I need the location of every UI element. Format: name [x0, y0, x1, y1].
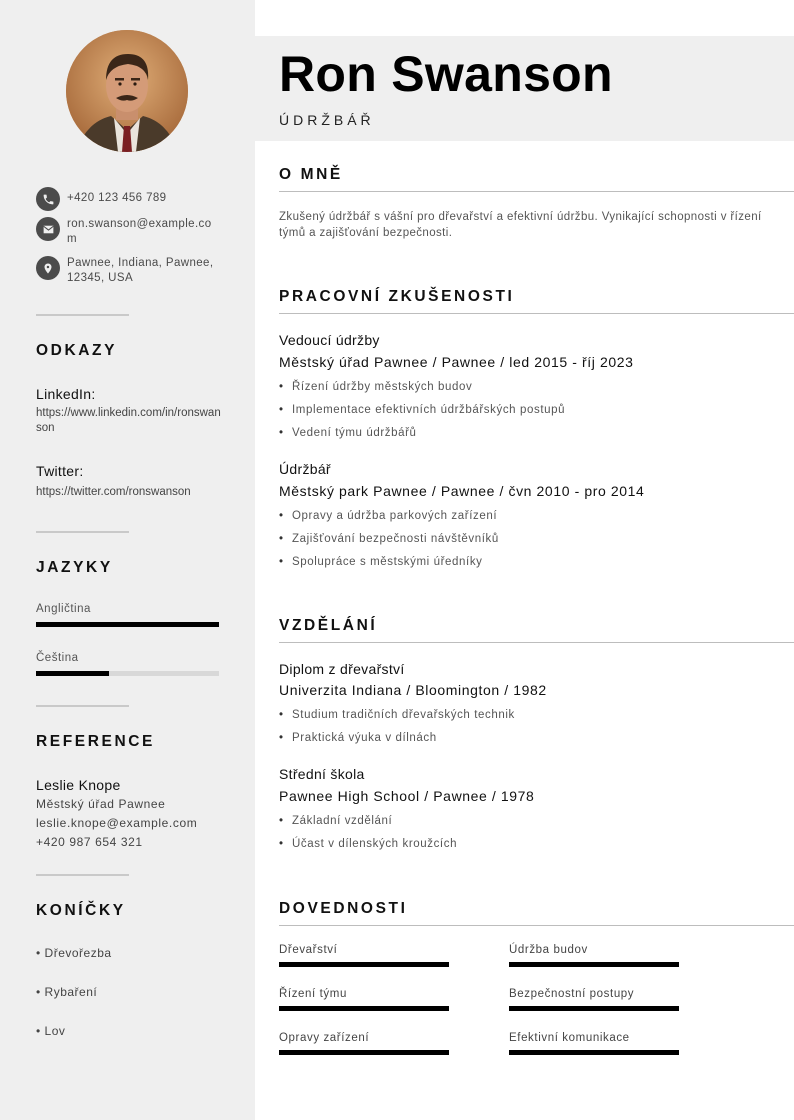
job-role: Vedoucí údržby	[279, 332, 380, 348]
sidebar	[0, 0, 255, 1120]
language-name: Čeština	[36, 652, 79, 664]
location-pin-icon	[36, 256, 60, 280]
education-heading: VZDĚLÁNÍ	[279, 617, 378, 634]
job-role: Údržbář	[279, 461, 331, 477]
hobby-item: • Lov	[36, 1024, 66, 1038]
sidebar-divider	[36, 531, 129, 533]
contact-phone	[36, 187, 226, 211]
avatar	[66, 30, 188, 152]
section-divider	[279, 925, 794, 926]
contact-address	[36, 256, 226, 286]
job-bullet: • Vedení týmu údržbářů	[279, 427, 417, 439]
experience-heading: PRACOVNÍ ZKUŠENOSTI	[279, 288, 515, 305]
contact-email	[36, 217, 226, 247]
language-name: Angličtina	[36, 603, 91, 615]
language-level-bar	[36, 671, 219, 676]
job-bullet: • Zajišťování bezpečnosti návštěvníků	[279, 533, 499, 545]
job-title: ÚDRŽBÁŘ	[279, 112, 375, 128]
email-text: ron.swanson@example.com	[67, 218, 212, 245]
skill-level-fill	[509, 1050, 679, 1055]
education-bullet: • Základní vzdělání	[279, 815, 393, 827]
skill-name: Řízení týmu	[279, 988, 347, 1000]
job-org: Městský park Pawnee / Pawnee / čvn 2010 - pro 2014	[279, 483, 645, 499]
skill-level-fill	[509, 1006, 679, 1011]
reference-phone: +420 987 654 321	[36, 835, 143, 849]
section-divider	[279, 191, 794, 192]
skill-level-bar	[279, 1050, 449, 1055]
skill-name: Údržba budov	[509, 944, 588, 956]
job-org: Městský úřad Pawnee / Pawnee / led 2015 - říj 2023	[279, 354, 634, 370]
reference-name: Leslie Knope	[36, 777, 121, 793]
skill-name: Efektivní komunikace	[509, 1032, 630, 1044]
person-name: Ron Swanson	[279, 46, 613, 102]
twitter-label: Twitter:	[36, 463, 84, 479]
sidebar-divider	[36, 314, 129, 316]
language-level-fill	[36, 671, 109, 676]
skill-level-bar	[509, 1006, 679, 1011]
education-bullet: • Účast v dílenských kroužcích	[279, 838, 458, 850]
skill-level-fill	[279, 1006, 449, 1011]
linkedin-link[interactable]: https://www.linkedin.com/in/ronswanson	[36, 407, 221, 434]
skill-level-fill	[279, 962, 449, 967]
skill-level-bar	[509, 1050, 679, 1055]
language-level-bar	[36, 622, 219, 627]
education-school: Univerzita Indiana / Bloomington / 1982	[279, 682, 547, 698]
section-divider	[279, 642, 794, 643]
education-bullet: • Praktická výuka v dílnách	[279, 732, 437, 744]
skills-heading: DOVEDNOSTI	[279, 900, 408, 917]
links-heading: ODKAZY	[36, 342, 118, 359]
skill-name: Dřevařství	[279, 944, 338, 956]
reference-email: leslie.knope@example.com	[36, 816, 198, 830]
hobby-item: • Rybaření	[36, 985, 98, 999]
linkedin-label: LinkedIn:	[36, 386, 96, 402]
education-bullet: • Studium tradičních dřevařských technik	[279, 709, 515, 721]
mail-icon	[36, 217, 60, 241]
education-degree: Diplom z dřevařství	[279, 661, 405, 677]
references-heading: REFERENCE	[36, 733, 155, 750]
job-bullet: • Opravy a údržba parkových zařízení	[279, 510, 498, 522]
skill-level-bar	[509, 962, 679, 967]
address-text: Pawnee, Indiana, Pawnee, 12345, USA	[67, 257, 214, 284]
twitter-link[interactable]: https://twitter.com/ronswanson	[36, 486, 191, 498]
education-school: Pawnee High School / Pawnee / 1978	[279, 788, 535, 804]
section-divider	[279, 313, 794, 314]
job-bullet: • Řízení údržby městských budov	[279, 381, 473, 393]
phone-text: +420 123 456 789	[67, 192, 167, 204]
skill-level-fill	[279, 1050, 449, 1055]
about-heading: O MNĚ	[279, 166, 343, 183]
job-bullet: • Spolupráce s městskými úředníky	[279, 556, 483, 568]
education-degree: Střední škola	[279, 766, 365, 782]
phone-icon	[36, 187, 60, 211]
skill-name: Bezpečnostní postupy	[509, 988, 635, 1000]
hobbies-heading: KONÍČKY	[36, 902, 126, 919]
skill-level-fill	[509, 962, 679, 967]
sidebar-divider	[36, 874, 129, 876]
about-text: Zkušený údržbář s vášní pro dřevařství a efektivní údržbu. Vynikající schopnosti v řízení týmů a zajišťování bezpečnosti.	[279, 211, 762, 239]
skill-name: Opravy zařízení	[279, 1032, 370, 1044]
languages-heading: JAZYKY	[36, 559, 113, 576]
sidebar-divider	[36, 705, 129, 707]
job-bullet: • Implementace efektivních údržbářských postupů	[279, 404, 566, 416]
reference-org: Městský úřad Pawnee	[36, 797, 166, 811]
language-level-fill	[36, 622, 219, 627]
skill-level-bar	[279, 1006, 449, 1011]
skill-level-bar	[279, 962, 449, 967]
hobby-item: • Dřevořezba	[36, 946, 112, 960]
portrait-image	[66, 30, 188, 152]
